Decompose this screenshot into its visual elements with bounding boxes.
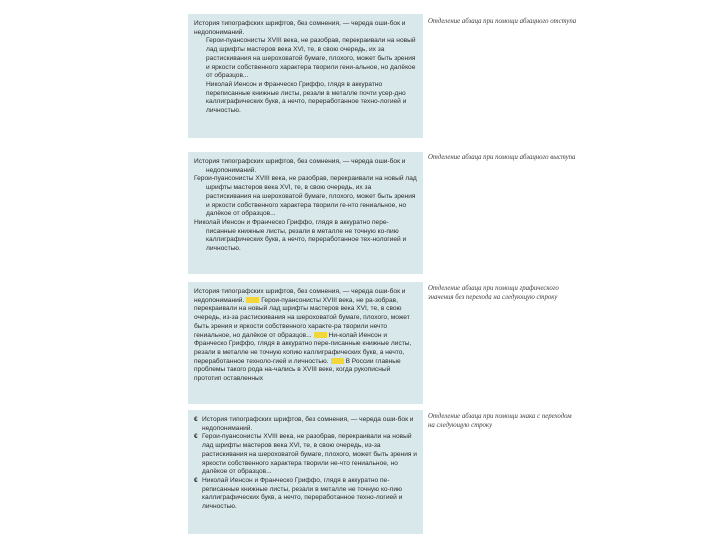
paragraph: Герои-пуансонисты XVIII века, не разобрав, перекраивали на новый лад шрифты мастеров века XVI, те, в свою очередь, их за растискивания на шероховатой бумаге, плохого, может быть зрения и яркости собственного характера творили гени-альное, но далёкое от образцов...: [206, 37, 416, 80]
paragraph: В России главные проблемы такого рода на-чались в XVIII веке, когда рукописный прототип оставленных: [194, 357, 401, 383]
paragraph: История типографских шрифтов, без сомнения, — череда оши-бок и недопониманий.: [194, 158, 406, 174]
paragraph: История типографских шрифтов, без сомнения, — череда оши-бок и недопониманий.: [194, 288, 406, 304]
caption-indent: Отделение абзаца при помощи абзацного отступа: [428, 18, 577, 25]
yellow-marker-icon: [331, 358, 344, 364]
text-block-hanging: [188, 152, 423, 274]
bullet-paragraph: [194, 477, 417, 512]
paragraph-sign-icon: €: [194, 416, 198, 423]
caption-bullet-sign: Отделение абзаца при помощи знака с переходом на следующую строку: [428, 413, 572, 429]
text-block-inline-marks: [188, 282, 423, 404]
text-block-bullet-sign: [188, 410, 423, 534]
paragraph: История типографских шрифтов, без сомнения, — череда оши-бок и недопониманий.: [194, 20, 406, 36]
paragraph: Ни-колай Иенсон и Франческо Гриффо, глядя в аккуратно пере-писанные книжные листы, резали в металле не точную копию каллиграфических букв, а нечто, переработанное техноло-гией и личностью.: [194, 331, 412, 365]
text-block-indent: [188, 14, 423, 138]
paragraph-sign-icon: €: [194, 476, 198, 484]
paragraph: Герои-пуансонисты XVIII века, не ра-зобрав, перекраивали на новый лад шрифты мастеров века XVI, те, в свою очередь, из-за растискивания на шероховатой бумаге, плохого, может быть зрения и яркости собственного характе-ра творили нечто гениальное, но далёкое от образцов...: [194, 296, 410, 339]
paragraph: Герои-пуансонисты XVIII века, не разобрав, перекраивали на новый лад шрифты мастеров века XVI, те, в свою очередь, их за растискивания на шероховатой бумаге, плохого, может быть зрения и яркости собственного характера творили ге-нто гениальное, но далёкое от образцов...: [194, 175, 417, 218]
paragraph-sign-icon: €: [194, 433, 198, 441]
paragraph: Герои-пуансонисты XVIII века, не разобрав, перекраивали на новый лад шрифты мастеров века XVI, те, в свою очередь, из-за растискивания на шероховатой бумаге, плохого, может быть зрения и яркости собственного характера творили не-что гениальное, но далёкое от образцов...: [202, 433, 417, 476]
yellow-marker-icon: [246, 297, 259, 303]
paragraph: Николай Иенсон и Франческо Гриффо, глядя в аккуратно пере-писанные книжные листы, резали в металле не точную ко-пию каллиграфических букв, а нечто, переработанное тех-нологией и личностью.: [194, 218, 407, 253]
paragraph: История типографских шрифтов, без сомнения, — череда оши-бок и недопониманий.: [202, 416, 414, 432]
yellow-marker-icon: [314, 332, 327, 338]
paragraph-run: [194, 288, 417, 384]
bullet-paragraph: [194, 416, 417, 433]
paragraph: Николай Иенсон и Франческо Гриффо, глядя в аккуратно переписанные книжные листы, резали в металле почти усер-дно каллиграфических букв, а нечто, переработанное техно-логией и личностью.: [206, 80, 407, 115]
caption-hanging: Отделение абзаца при помощи абзацного выступа: [428, 154, 576, 161]
paragraph: Николай Иенсон и Франческо Гриффо, глядя в аккуратно пе-реписанные книжные листы, резали в металле не точную ко-пию каллиграфических букв, а нечто, переработанное техно-логией и личностью.: [202, 476, 403, 511]
caption-inline-marks: Отделение абзаца при помощи графического значения без перехода на следующую строку: [428, 285, 559, 301]
bullet-paragraph: [194, 433, 417, 477]
